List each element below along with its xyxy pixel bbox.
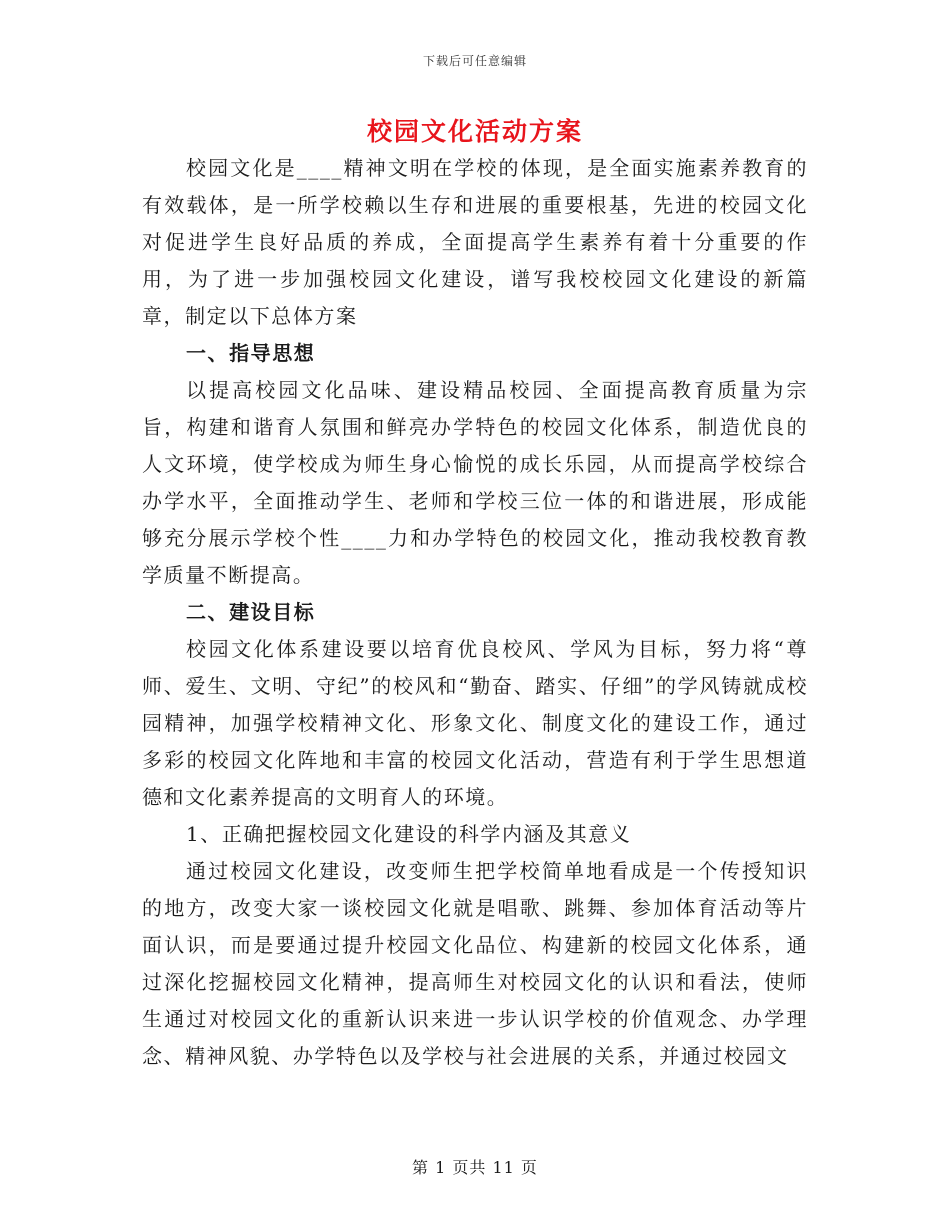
section-heading-construction-goals: 二、建设目标 — [186, 600, 316, 624]
guiding-ideology-paragraph: 以提高校园文化品味、建设精品校园、全面提高教育质量为宗旨，构建和谐育人氛围和鲜亮办学特色的校园文化体系，制造优良的人文环境，使学校成为师生身心愉悦的成长乐园，从而提高学校综合办学水平，全面推动学生、老师和学校三位一体的和谐进展，形成能够充分展示学校个性____力和办学特色的校园文化，推动我校教育教学质量不断提高。 — [142, 378, 808, 587]
section-heading-guiding-ideology: 一、指导思想 — [186, 341, 316, 365]
construction-goals-paragraph: 校园文化体系建设要以培育优良校风、学风为目标，努力将“尊师、爱生、文明、守纪”的校风和“勤奋、踏实、仔细”的学风铸就成校园精神，加强学校精神文化、形象文化、制度文化的建设工作，通过多彩的校园文化阵地和丰富的校园文化活动，营造有利于学生思想道德和文化素养提高的文明育人的环境。 — [142, 637, 808, 809]
intro-paragraph: 校园文化是____精神文明在学校的体现，是全面实施素养教育的有效载体，是一所学校赖以生存和进展的重要根基，先进的校园文化对促进学生良好品质的养成，全面提高学生素养有着十分重要的作用，为了进一步加强校园文化建设，谱写我校校园文化建设的新篇章，制定以下总体方案 — [142, 156, 808, 328]
page-header: 下载后可任意编辑 — [422, 54, 527, 68]
document-title: 校园文化活动方案 — [366, 117, 583, 146]
page-footer: 第 1 页共 11 页 — [412, 1158, 538, 1177]
document-body — [142, 150, 808, 1075]
subsection-1-paragraph: 通过校园文化建设，改变师生把学校简单地看成是一个传授知识的地方，改变大家一谈校园文化就是唱歌、跳舞、参加体育活动等片面认识，而是要通过提升校园文化品位、构建新的校园文化体系，通过深化挖掘校园文化精神，提高师生对校园文化的认识和看法，使师生通过对校园文化的重新认识来进一步认识学校的价值观念、办学理念、精神风貌、办学特色以及学校与社会进展的关系，并通过校园文 — [142, 859, 808, 1068]
subsection-heading-1: 1、正确把握校园文化建设的科学内涵及其意义 — [186, 822, 632, 846]
